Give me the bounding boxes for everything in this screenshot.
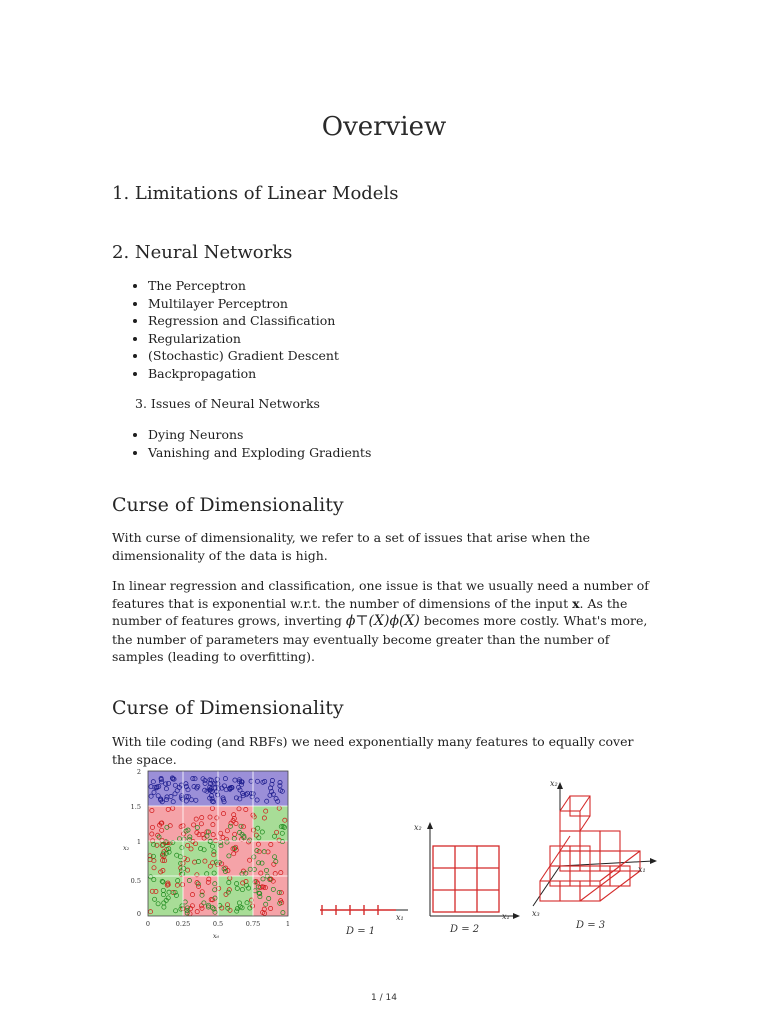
math-expression: ϕ⊤(X)ϕ(X) (345, 613, 420, 629)
ytick-label: 1.5 (130, 803, 141, 811)
d3-x1-label: x₁ (638, 865, 646, 874)
section-3-heading: 3. Issues of Neural Networks (135, 396, 320, 411)
list-item: • Dying Neurons (148, 426, 371, 444)
xtick-label: 0.5 (212, 920, 224, 928)
neural-networks-list (112, 277, 339, 382)
list-item: • The Perceptron (148, 277, 339, 295)
list-item: • Backpropagation (148, 365, 339, 383)
d2-x-axis-label: x₁ (502, 912, 510, 921)
curse-heading-1: Curse of Dimensionality (112, 494, 344, 516)
ytick-label: 0.5 (130, 877, 141, 885)
scatter-plot (123, 768, 290, 940)
xtick-label: 0.75 (245, 920, 261, 928)
curse-heading-2: Curse of Dimensionality (112, 697, 344, 719)
tile-coding-figure (108, 766, 664, 946)
xtick-label: 0 (145, 920, 151, 928)
section-2-heading: 2. Neural Networks (112, 242, 293, 263)
ytick-label: 2 (136, 768, 141, 776)
d2-diagram (427, 822, 520, 919)
ytick-label: 0 (136, 910, 141, 918)
xtick-label: 1 (285, 920, 291, 928)
d2-label: D = 2 (450, 924, 480, 935)
scatter-ylabel: x₂ (123, 844, 130, 852)
ytick-label: 1 (136, 838, 141, 846)
d1-diagram (320, 905, 408, 915)
d1-label: D = 1 (346, 926, 376, 937)
d1-axis-label: x₁ (396, 913, 404, 922)
section-1-heading: 1. Limitations of Linear Models (112, 183, 399, 204)
curse-paragraph-1: With curse of dimensionality, we refer to a set of issues that arise when the dimensionality of the data is high. (112, 530, 591, 563)
scatter-xlabel: x₆ (212, 932, 220, 940)
d2-y-axis-label: x₂ (414, 823, 422, 832)
list-item: • Regularization (148, 330, 339, 348)
d3-x3-label: x₃ (532, 909, 540, 918)
list-item: • (Stochastic) Gradient Descent (148, 347, 339, 365)
issues-list (112, 426, 371, 461)
list-item: • Vanishing and Exploding Gradients (148, 444, 371, 462)
input-x-symbol: x (572, 595, 580, 611)
list-item: • Regression and Classification (148, 312, 339, 330)
page-number: 1 / 14 (371, 993, 397, 1003)
page-title: Overview (321, 112, 447, 142)
d3-label: D = 3 (576, 920, 606, 931)
d3-x2-label: x₂ (550, 779, 558, 788)
xtick-label: 0.25 (175, 920, 191, 928)
list-item: • Multilayer Perceptron (148, 295, 339, 313)
d3-diagram (533, 782, 657, 906)
tile-coding-paragraph: With tile coding (and RBFs) we need exponentially many features to equally cover the space. (112, 734, 634, 767)
curse-paragraph-2: In linear regression and classification, one issue is that we usually need a number of features that is exponential w.r.t. the number of dimensions of the input x. As the number of features grows, inverting ϕ⊤(X)ϕ(X) becomes more costly. What's more, the number of parameters may eventually become greater than the number of samples (leading to overfitting). (112, 578, 649, 664)
